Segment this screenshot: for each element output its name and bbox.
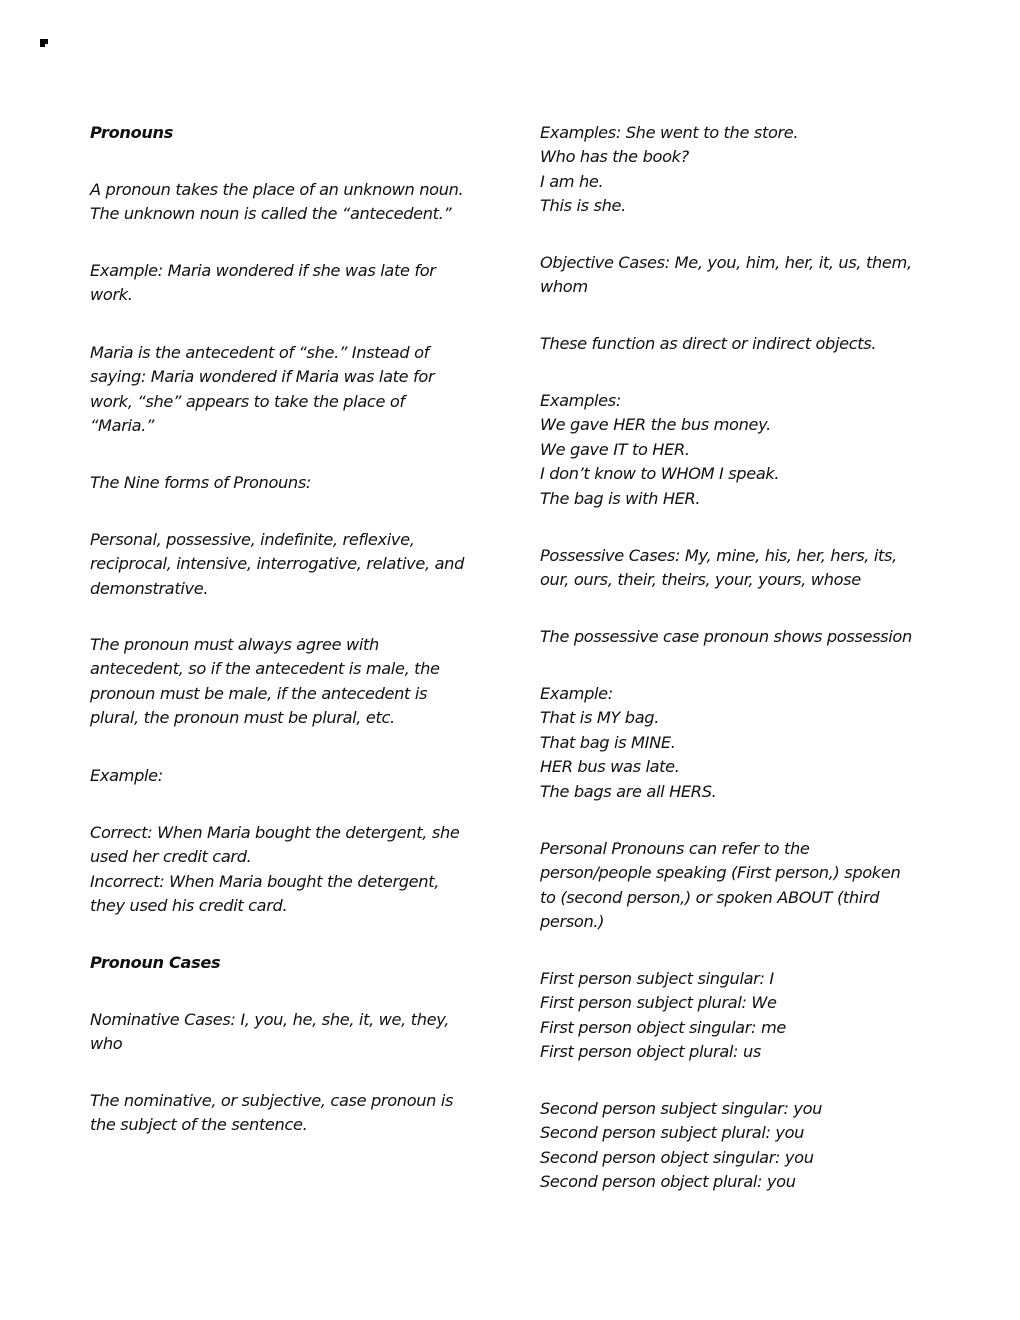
text-line: First person object plural: us bbox=[540, 1042, 761, 1062]
text-line: to (second person,) or spoken ABOUT (third bbox=[540, 887, 880, 907]
section-heading bbox=[90, 951, 220, 975]
text-line: antecedent, so if the antecedent is male, the bbox=[90, 659, 440, 679]
page-corner-marker-icon bbox=[40, 39, 48, 47]
text-line: That is MY bag. bbox=[540, 708, 660, 728]
text-line: person.) bbox=[540, 912, 605, 932]
text-line: whom bbox=[540, 277, 588, 297]
text-line: our, ours, their, theirs, your, yours, whose bbox=[540, 570, 861, 590]
paragraph bbox=[90, 259, 436, 308]
text-line: Nominative Cases: I, you, he, she, it, we, they, bbox=[90, 1010, 450, 1029]
text-line: First person object singular: me bbox=[540, 1017, 786, 1037]
text-line: That bag is MINE. bbox=[540, 732, 676, 752]
text-line: The possessive case pronoun shows possession bbox=[540, 627, 912, 646]
paragraph bbox=[540, 389, 779, 511]
paragraph bbox=[540, 1097, 822, 1195]
section-heading bbox=[90, 121, 173, 145]
text-line: We gave IT to HER. bbox=[540, 439, 690, 459]
text-line: We gave HER the bus money. bbox=[540, 415, 771, 435]
text-line: Examples: She went to the store. bbox=[540, 123, 799, 142]
text-line: Personal, possessive, indefinite, reflexive, bbox=[90, 530, 415, 549]
text-line: Pronouns bbox=[90, 123, 173, 142]
paragraph bbox=[540, 332, 876, 356]
text-line: Second person object plural: you bbox=[540, 1172, 796, 1192]
text-line: saying: Maria wondered if Maria was late for bbox=[90, 367, 435, 387]
paragraph bbox=[540, 682, 716, 804]
text-line: The Nine forms of Pronouns: bbox=[90, 473, 312, 492]
text-line: Correct: When Maria bought the detergent, she bbox=[90, 823, 460, 842]
text-line: The unknown noun is called the “antecedent.” bbox=[90, 204, 452, 224]
paragraph bbox=[90, 821, 459, 919]
text-line: Second person subject singular: you bbox=[540, 1099, 823, 1118]
text-line: A pronoun takes the place of an unknown noun. bbox=[90, 180, 464, 199]
text-line: the subject of the sentence. bbox=[90, 1115, 308, 1135]
text-line: Example: bbox=[540, 684, 613, 703]
text-line: The nominative, or subjective, case pronoun is bbox=[90, 1091, 454, 1110]
text-line: work, “she” appears to take the place of bbox=[90, 391, 405, 411]
paragraph bbox=[90, 1089, 453, 1138]
text-line: These function as direct or indirect objects. bbox=[540, 334, 877, 353]
text-line: I am he. bbox=[540, 171, 604, 191]
text-line: who bbox=[90, 1034, 123, 1054]
text-line: Objective Cases: Me, you, him, her, it, us, them, bbox=[540, 253, 912, 272]
text-line: First person subject singular: I bbox=[540, 969, 774, 988]
text-line: Example: Maria wondered if she was late for bbox=[90, 261, 436, 280]
text-line: Pronoun Cases bbox=[90, 953, 221, 972]
text-line: Who has the book? bbox=[540, 147, 689, 167]
text-line: The pronoun must always agree with bbox=[90, 635, 379, 654]
text-line: “Maria.” bbox=[90, 416, 155, 436]
text-line: they used his credit card. bbox=[90, 896, 288, 916]
text-line: Examples: bbox=[540, 391, 621, 410]
text-line: used her credit card. bbox=[90, 847, 252, 867]
paragraph bbox=[540, 837, 900, 935]
paragraph bbox=[90, 1008, 449, 1057]
text-line: First person subject plural: We bbox=[540, 993, 777, 1013]
text-line: Example: bbox=[90, 766, 163, 785]
paragraph bbox=[540, 625, 912, 649]
paragraph bbox=[540, 121, 798, 219]
text-line: plural, the pronoun must be plural, etc. bbox=[90, 708, 395, 728]
paragraph bbox=[540, 544, 897, 593]
text-line: HER bus was late. bbox=[540, 757, 680, 777]
paragraph bbox=[90, 341, 434, 439]
paragraph bbox=[540, 967, 786, 1065]
paragraph bbox=[90, 764, 163, 788]
text-line: I don’t know to WHOM I speak. bbox=[540, 464, 780, 484]
text-line: Possessive Cases: My, mine, his, her, hers, its, bbox=[540, 546, 897, 565]
text-line: Incorrect: When Maria bought the detergent, bbox=[90, 871, 439, 891]
paragraph bbox=[540, 251, 912, 300]
text-line: demonstrative. bbox=[90, 578, 209, 598]
text-line: This is she. bbox=[540, 196, 626, 216]
text-line: person/people speaking (First person,) spoken bbox=[540, 863, 901, 883]
text-line: Maria is the antecedent of “she.” Instead of bbox=[90, 343, 430, 362]
text-line: Second person subject plural: you bbox=[540, 1123, 805, 1143]
paragraph bbox=[90, 633, 440, 731]
text-line: The bags are all HERS. bbox=[540, 781, 717, 801]
text-line: Personal Pronouns can refer to the bbox=[540, 839, 810, 858]
paragraph bbox=[90, 178, 463, 227]
text-line: The bag is with HER. bbox=[540, 488, 701, 508]
text-line: Second person object singular: you bbox=[540, 1147, 814, 1167]
text-line: reciprocal, intensive, interrogative, relative, and bbox=[90, 554, 464, 574]
paragraph bbox=[90, 528, 464, 601]
text-line: work. bbox=[90, 285, 133, 305]
text-line: pronoun must be male, if the antecedent is bbox=[90, 683, 428, 703]
paragraph bbox=[90, 471, 311, 495]
